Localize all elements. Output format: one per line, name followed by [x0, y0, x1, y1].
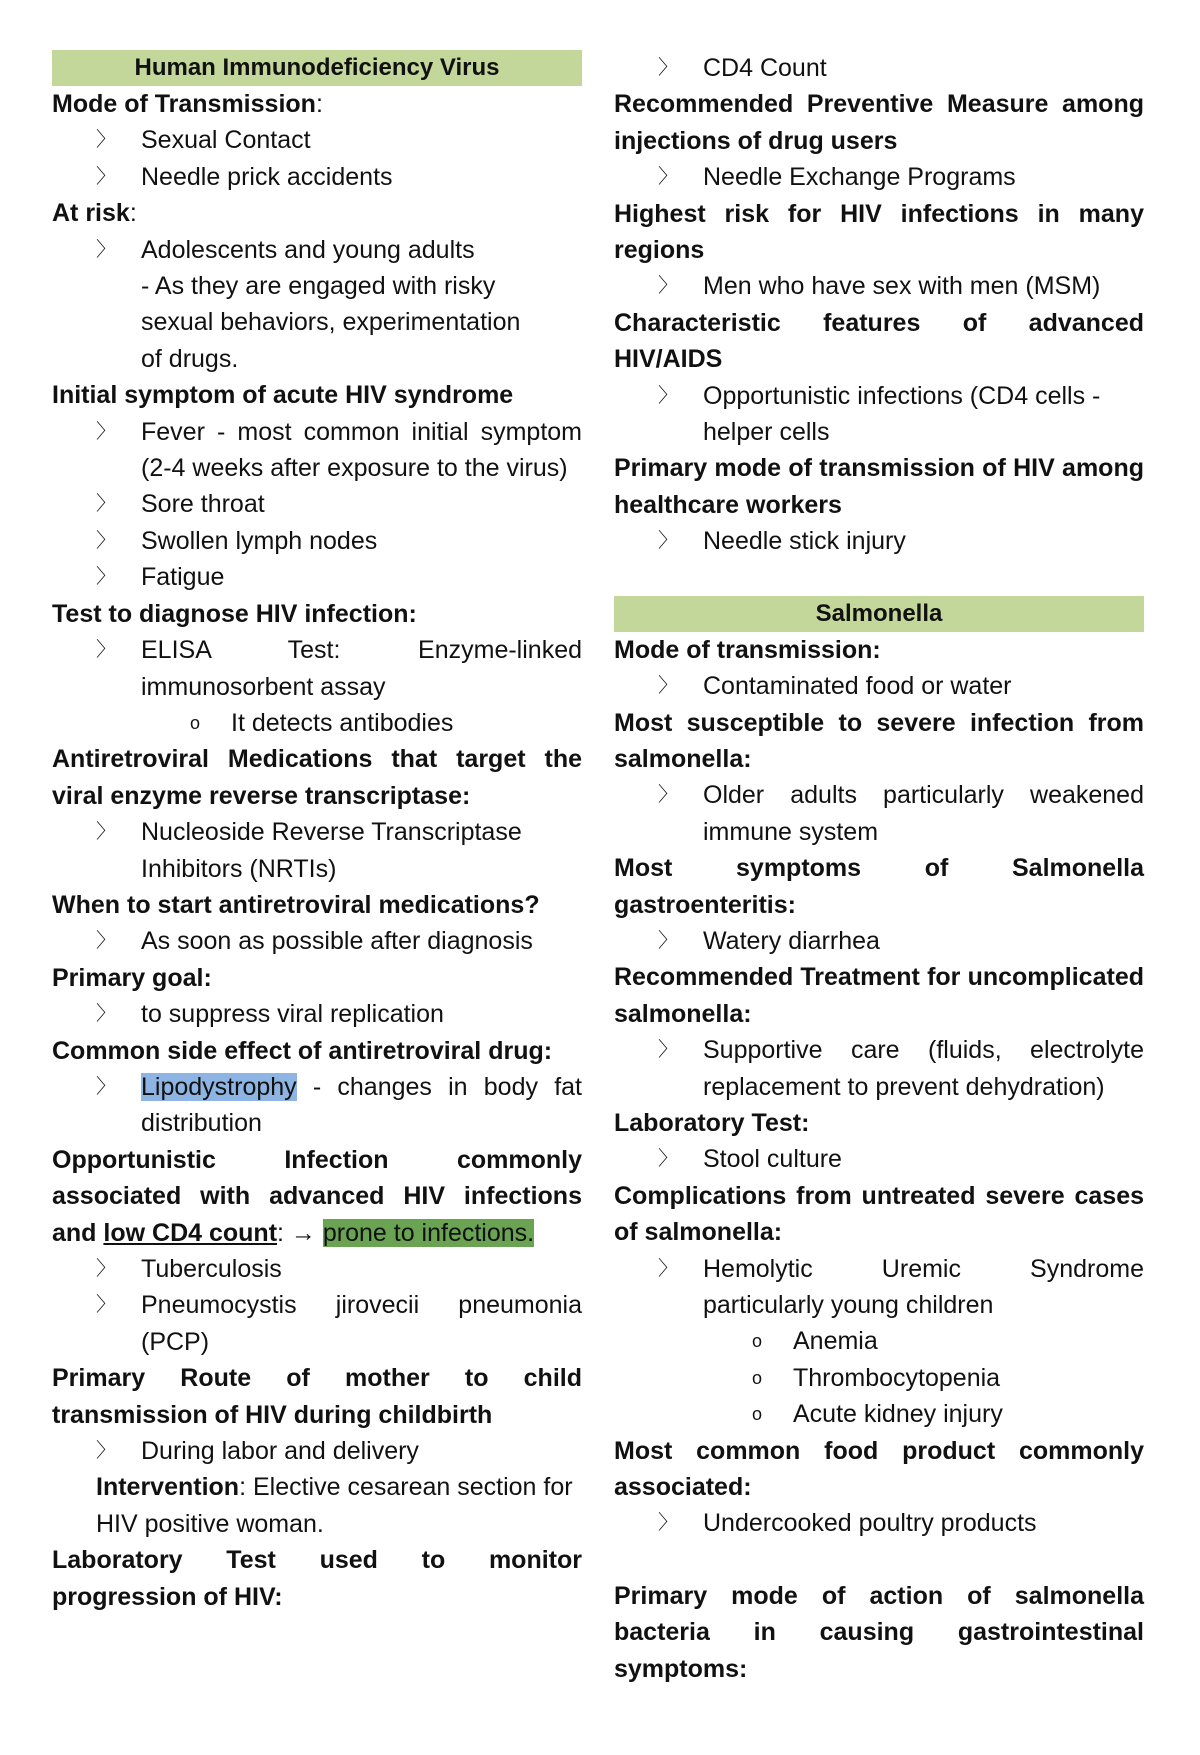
bullet-icon: 〉	[658, 384, 678, 407]
list-item	[52, 923, 582, 959]
list-item-text: CD4 Count	[703, 54, 827, 82]
salmonella-mode-heading: Mode of transmission:	[614, 635, 881, 664]
list-item-text: Stool culture	[703, 1145, 842, 1174]
list-item	[52, 523, 582, 559]
bullet-icon: 〉	[96, 566, 116, 589]
bullet-icon: 〉	[96, 1258, 116, 1280]
bullet-icon: 〉	[658, 166, 678, 189]
highlighted-term: Lipodystrophy	[141, 1072, 297, 1101]
list-item	[52, 414, 582, 487]
list-item-text: Needle prick accidents	[141, 162, 393, 191]
hiv-mode-heading: Mode of Transmission:	[52, 90, 323, 118]
list-item-text: Fatigue	[141, 563, 225, 592]
bullet-icon: 〉	[96, 165, 116, 188]
list-item-text: - changes in body fat distribution	[141, 1072, 582, 1138]
list-item	[52, 486, 582, 522]
sub-list-item-text: Thrombocytopenia	[793, 1363, 1001, 1392]
underlined-term: low CD4 count	[103, 1218, 278, 1247]
intervention-label: Intervention	[96, 1473, 240, 1502]
list-item	[614, 1032, 1144, 1105]
list-item	[52, 1287, 582, 1360]
intervention-text: : Elective cesarean section for HIV positive woman.	[96, 1473, 573, 1538]
list-item	[614, 1251, 1144, 1324]
list-item-text: Watery diarrhea	[703, 926, 880, 955]
hiv-start-heading: When to start antiretroviral medications?	[52, 890, 540, 919]
hiv-section-title: Human Immunodeficiency Virus	[52, 50, 582, 86]
hiv-highest-risk-heading: Highest risk for HIV infections in many regions	[614, 199, 1144, 265]
list-note-text: - As they are engaged with risky sexual behaviors, experimentation of drugs.	[141, 272, 521, 373]
bullet-icon: 〉	[96, 420, 116, 443]
salmonella-action-heading: Primary mode of action of salmonella bacteria in causing gastrointestinal symptoms:	[614, 1581, 1144, 1683]
list-item	[614, 50, 1144, 86]
bullet-icon: 〉	[658, 1039, 678, 1062]
list-item-text: Pneumocystis jirovecii pneumonia (PCP)	[141, 1291, 582, 1356]
hiv-risk-heading: At risk:	[52, 199, 137, 228]
list-item-text: Undercooked poultry products	[703, 1509, 1037, 1538]
bullet-icon: 〉	[96, 821, 116, 844]
bullet-icon: 〉	[96, 1003, 116, 1026]
list-item	[52, 122, 582, 158]
list-item-text: Tuberculosis	[141, 1255, 282, 1283]
list-item-text: Contaminated food or water	[703, 672, 1012, 701]
bullet-icon: 〉	[96, 129, 116, 152]
list-item	[52, 1251, 582, 1287]
sub-list-item	[52, 705, 582, 741]
bullet-icon: 〉	[96, 529, 116, 552]
arrow-text: : →	[277, 1218, 316, 1247]
bullet-icon: 〉	[96, 238, 116, 261]
hiv-test-heading: Test to diagnose HIV infection:	[52, 599, 417, 628]
list-item	[614, 1505, 1144, 1541]
list-item-text: Hemolytic Uremic Syndrome particularly young children	[703, 1254, 1144, 1319]
bullet-icon: 〉	[658, 1148, 678, 1171]
section-spacer	[614, 1542, 1144, 1578]
bullet-icon: 〉	[658, 530, 678, 553]
list-item-text: Sexual Contact	[141, 126, 311, 155]
list-item	[614, 159, 1144, 195]
list-note	[52, 268, 582, 377]
salmonella-food-heading: Most common food product commonly associated:	[614, 1436, 1144, 1502]
sub-list-item	[614, 1360, 1144, 1396]
right-column	[614, 50, 1144, 1687]
bullet-icon: 〉	[96, 1440, 116, 1463]
sub-list-item-text: Acute kidney injury	[793, 1400, 1003, 1429]
list-item	[52, 814, 582, 887]
sub-list-item	[614, 1323, 1144, 1359]
hiv-opportunistic-heading	[52, 1142, 582, 1251]
heading-text: Opportunistic Infection commonly associated with advanced HIV infections and	[52, 1145, 582, 1247]
circle-bullet-icon: o	[190, 712, 201, 733]
sub-list-item-text: Anemia	[793, 1327, 878, 1356]
list-item-text: Older adults particularly weakened immune system	[703, 781, 1144, 846]
heading-text: At risk	[52, 199, 130, 228]
circle-bullet-icon: o	[752, 1367, 763, 1388]
hiv-mtc-heading: Primary Route of mother to child transmission of HIV during childbirth	[52, 1364, 582, 1429]
list-item	[614, 668, 1144, 704]
list-item-text: As soon as possible after diagnosis	[141, 927, 533, 956]
bullet-icon: 〉	[658, 929, 678, 952]
circle-bullet-icon: o	[752, 1404, 763, 1425]
list-item	[52, 159, 582, 195]
list-item-text: During labor and delivery	[141, 1437, 419, 1466]
bullet-icon: 〉	[658, 675, 678, 698]
list-item	[52, 232, 582, 268]
hiv-goal-heading: Primary goal:	[52, 963, 212, 992]
list-item-text: ELISA Test: Enzyme-linked immunosorbent assay	[141, 636, 582, 701]
list-item-text: Needle Exchange Programs	[703, 163, 1016, 192]
list-item-text: Fever - most common initial symptom (2-4 weeks after exposure to the virus)	[141, 417, 582, 483]
list-item	[52, 996, 582, 1032]
circle-bullet-icon: o	[752, 1331, 763, 1352]
sub-list-item-text: It detects antibodies	[231, 708, 454, 737]
heading-text: Mode of Transmission	[52, 90, 316, 118]
bullet-icon: 〉	[96, 493, 116, 516]
list-item-text: to suppress viral replication	[141, 1000, 444, 1029]
bullet-icon: 〉	[96, 639, 116, 662]
list-item-text: Opportunistic infections (CD4 cells - helper cells	[703, 381, 1101, 447]
list-item	[614, 923, 1144, 959]
list-item-text: Adolescents and young adults	[141, 235, 475, 264]
highlighted-note: prone to infections.	[322, 1218, 535, 1247]
bullet-icon: 〉	[658, 57, 678, 79]
hiv-prevention-heading: Recommended Preventive Measure among injections of drug users	[614, 90, 1144, 155]
bullet-icon: 〉	[96, 1075, 116, 1098]
sub-list-item	[614, 1396, 1144, 1432]
salmonella-section-title: Salmonella	[614, 596, 1144, 632]
list-item-text: Sore throat	[141, 490, 265, 519]
salmonella-treatment-heading: Recommended Treatment for uncomplicated salmonella:	[614, 963, 1144, 1028]
section-spacer	[614, 560, 1144, 596]
salmonella-symptoms-heading: Most symptoms of Salmonella gastroenteritis:	[614, 854, 1144, 919]
bullet-icon: 〉	[96, 930, 116, 953]
intervention-note	[52, 1469, 582, 1542]
list-item	[614, 777, 1144, 850]
list-item	[52, 632, 582, 705]
list-item-text: Supportive care (fluids, electrolyte replacement to prevent dehydration)	[703, 1036, 1144, 1101]
bullet-icon: 〉	[658, 784, 678, 807]
list-item	[614, 1141, 1144, 1177]
hiv-lab-heading: Laboratory Test used to monitor progression of HIV:	[52, 1546, 582, 1611]
hiv-hcw-heading: Primary mode of transmission of HIV among healthcare workers	[614, 454, 1144, 519]
list-item	[52, 1069, 582, 1142]
bullet-icon: 〉	[658, 1512, 678, 1535]
list-item	[614, 523, 1144, 559]
hiv-initial-heading: Initial symptom of acute HIV syndrome	[52, 381, 514, 410]
salmonella-complications-heading: Complications from untreated severe cases of salmonella:	[614, 1181, 1144, 1247]
list-item-text: Nucleoside Reverse Transcriptase Inhibitors (NRTIs)	[141, 818, 522, 883]
hiv-side-effect-heading: Common side effect of antiretroviral drug:	[52, 1036, 553, 1065]
list-item	[52, 559, 582, 595]
hiv-arv-heading: Antiretroviral Medications that target the viral enzyme reverse transcriptase:	[52, 745, 582, 810]
bullet-icon: 〉	[96, 1294, 116, 1317]
list-item	[614, 378, 1144, 451]
bullet-icon: 〉	[658, 275, 678, 298]
hiv-advanced-heading: Characteristic features of advanced HIV/AIDS	[614, 308, 1144, 374]
salmonella-lab-heading: Laboratory Test:	[614, 1108, 810, 1137]
bullet-icon: 〉	[658, 1257, 678, 1280]
list-item-text: Men who have sex with men (MSM)	[703, 272, 1101, 301]
list-item-text: Swollen lymph nodes	[141, 526, 378, 555]
list-item	[614, 268, 1144, 304]
salmonella-susceptible-heading: Most susceptible to severe infection from salmonella:	[614, 708, 1144, 773]
left-column	[52, 50, 582, 1615]
list-item-text: Needle stick injury	[703, 527, 906, 556]
list-item	[52, 1433, 582, 1469]
